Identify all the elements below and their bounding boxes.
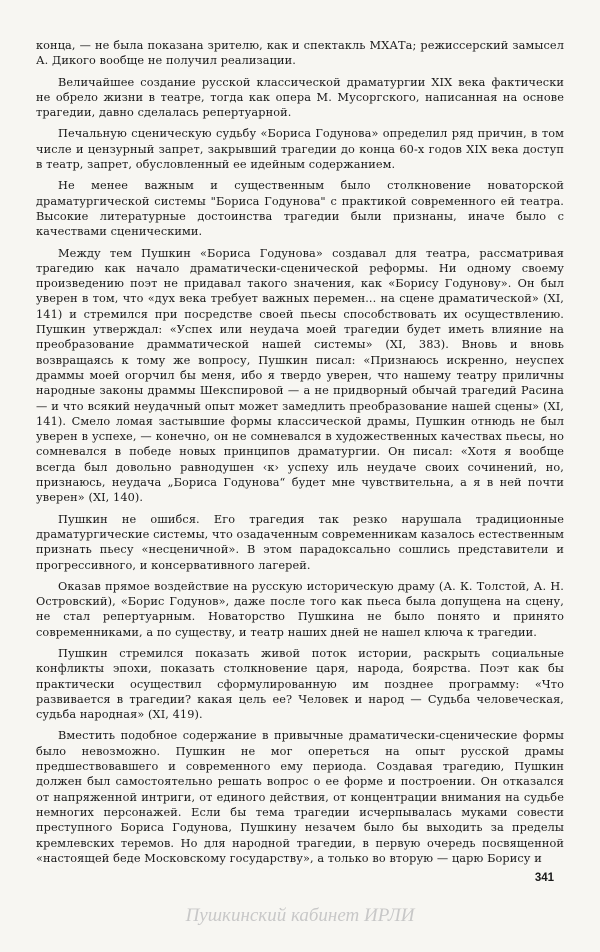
paragraph-3: Печальную сценическую судьбу «Бориса Годунова» определил ряд причин, в том числе и цензурный запрет, закрывший трагедии до конца 60-х годов XIX века доступ в театр, запрет, обусловленный ее идейным содержанием. bbox=[36, 127, 564, 172]
paragraph-7: Оказав прямое воздействие на русскую историческую драму (А. К. Толстой, А. Н. Островский), «Борис Годунов», даже после того как пьеса была допущена на сцену, не стал репертуарным. Новаторство Пушкина не было понято и принято современниками, а по существу, и театр наших дней не нашел ключа к трагедии. bbox=[36, 579, 564, 639]
watermark: Пушкинский кабинет ИРЛИ bbox=[185, 905, 415, 926]
paragraph-4: Не менее важным и существенным было столкновение новаторской драматургической системы "Бориса Годунова" с практикой современного ей театра. Высокие литературные достоинства трагедии были признаны, иначе было с качествами сценическими. bbox=[36, 179, 564, 239]
page-number: 341 bbox=[534, 872, 554, 884]
paragraph-2: Величайшее создание русской классической драматургии XIX века фактически не обрело жизни в театре, тогда как опера М. Мусоргского, написанная на основе трагедии, давно сделалась репертуарной. bbox=[36, 75, 564, 120]
paragraph-6: Пушкин не ошибся. Его трагедия так резко нарушала традиционные драматургические системы, что озадаченным современникам казалось естественным признать пьесу «несценичной». В этом парадоксально сошлись представители и прогрессивного, и консервативного лагерей. bbox=[36, 512, 565, 572]
paragraph-1: конца, — не была показана зрителю, как и спектакль МХАТа; режиссерский замысел А. Дикого вообще не получил реализации. bbox=[36, 39, 564, 68]
body-text bbox=[36, 38, 564, 866]
paragraph-9: Вместить подобное содержание в привычные драматически-сценические формы было невозможно. Пушкин не мог опереться на опыт русской драмы предшествовавшего и современного ему периода. Создавая трагедию, Пушкин должен был самостоятельно решать вопрос о ее форме и построении. Он отказался от напряженной интриги, от единого действия, от концентрации внимания на судьбе немногих персонажей. Если бы тема трагедии исчерпывалась муками совести преступного Бориса Годунова, Пушкину незачем было бы выходить за пределы кремлевских теремов. Но для народной трагедии, в первую очередь посвященной «настоящей беде Московскому государству», а только во вторую — царю Борису и bbox=[36, 729, 564, 865]
paragraph-8: Пушкин стремился показать живой поток истории, раскрыть социальные конфликты эпохи, показать столкновение царя, народа, боярства. Поэт как бы практически осуществил сформулированную им позднее программу: «Что развивается в трагедии? какая цель ее? Человек и народ — Судьба человеческая, судьба народная» (XI, 419). bbox=[36, 646, 564, 722]
paragraph-5: Между тем Пушкин «Бориса Годунова» создавал для театра, рассматривая трагедию как начало драматически-сценической реформы. Ни одному своему произведению поэт не придавал такого значения, как «Борису Годунову». Он был уверен в том, что «дух века требует важных перемен... на сцене драматической» (XI, 141) и стремился при посредстве своей пьесы способствовать их осуществлению. Пушкин утверждал: «Успех или неудача моей трагедии будет иметь влияние на преобразование драмматической нашей системы» (XI, 383). Вновь и вновь возвращаясь к тому же вопросу, Пушкин писал: «Признаюсь искренно, неуспех драммы моей огорчил бы меня, ибо я твердо уверен, что нашему театру приличны народные законы драммы Шекспировой — а не придворный обычай трагедий Расина — и что всякий неудачный опыт может замедлить преобразование нашей сцены» (XI, 141). Смело ломая застывшие формы классической драмы, Пушкин отнюдь не был уверен в успехе, — конечно, он не сомневался в художественных качествах пьесы, но сомневался в победе новых принципов драматургии. Он писал: «Хотя я вообще всегда был довольно равнодушен ‹к› успеху иль неудаче своих сочинений, но, признаюсь, неудача „Бориса Годунова“ будет мне чувствительна, а я в ней почти уверен» (XI, 140). bbox=[36, 246, 564, 505]
